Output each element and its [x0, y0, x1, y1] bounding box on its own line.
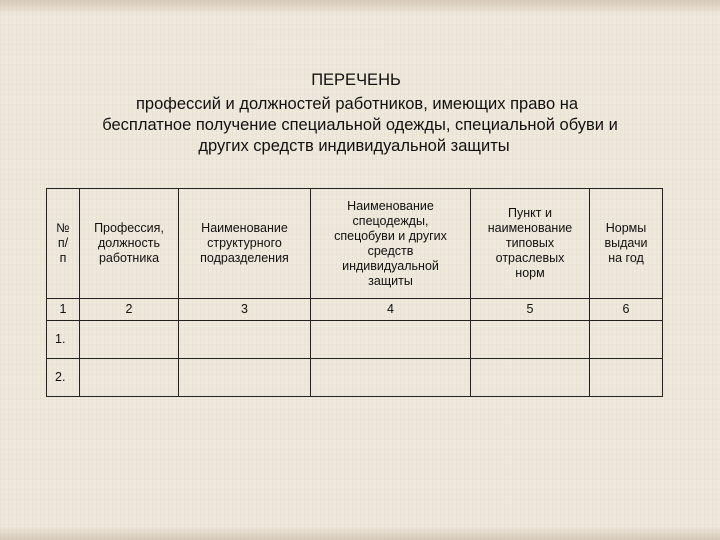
header-profession: Профессия, должность работника: [80, 189, 179, 299]
header-ppe-name: Наименование спецодежды, спецобуви и других средств индивидуальной защиты: [311, 189, 471, 299]
table-cell: [179, 359, 311, 397]
column-number: 4: [311, 299, 471, 321]
header-number: № п/ п: [47, 189, 80, 299]
document-title: ПЕРЕЧЕНЬ: [311, 71, 401, 89]
table-row: [47, 359, 663, 397]
table-row: [47, 321, 663, 359]
column-number: 3: [179, 299, 311, 321]
table-cell: [471, 321, 590, 359]
table-cell: [590, 359, 663, 397]
table-cell: [179, 321, 311, 359]
header-norms-item: Пункт и наименование типовых отраслевых норм: [471, 189, 590, 299]
column-number: 6: [590, 299, 663, 321]
document-subtitle-line-2: бесплатное получение специальной одежды, специальной обуви и: [102, 116, 618, 134]
column-number: 5: [471, 299, 590, 321]
column-number-row: [47, 299, 663, 321]
page-bottom-shadow: [0, 526, 720, 540]
row-number: 2.: [47, 359, 80, 397]
ppe-list-table: [46, 188, 663, 397]
row-number: 1.: [47, 321, 80, 359]
table-cell: [80, 359, 179, 397]
header-department: Наименование структурного подразделения: [179, 189, 311, 299]
table-cell: [311, 321, 471, 359]
table-cell: [80, 321, 179, 359]
table-cell: [471, 359, 590, 397]
column-number: 2: [80, 299, 179, 321]
document-subtitle-line-1: профессий и должностей работников, имеющих право на: [135, 95, 579, 113]
document-subtitle-line-3: других средств индивидуальной защиты: [198, 137, 510, 155]
column-number: 1: [47, 299, 80, 321]
table-cell: [311, 359, 471, 397]
header-annual-norms: Нормы выдачи на год: [590, 189, 663, 299]
page-top-shadow: [0, 0, 720, 14]
table-cell: [590, 321, 663, 359]
table-header-row: [47, 189, 663, 299]
